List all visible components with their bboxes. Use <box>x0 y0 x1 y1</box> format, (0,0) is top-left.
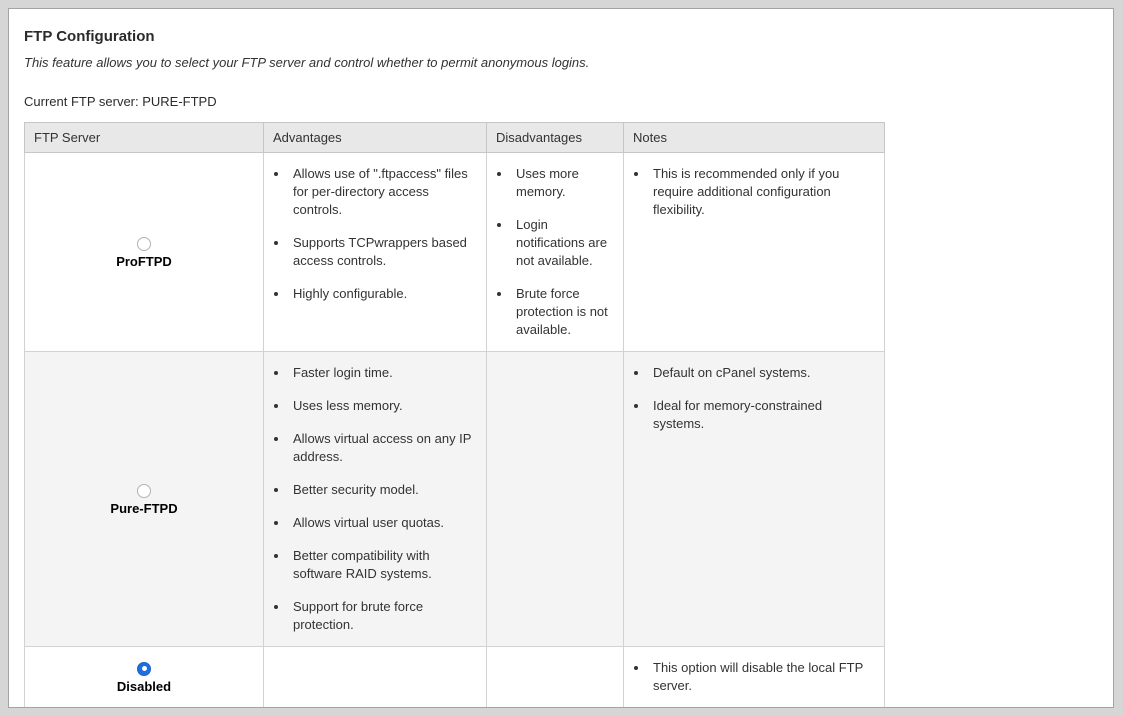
server-name-label[interactable]: Disabled <box>116 678 172 694</box>
notes-list <box>634 364 874 433</box>
radio-button-icon[interactable] <box>137 484 151 498</box>
column-header-notes: Notes <box>624 123 885 153</box>
list-item: • Default on cPanel systems. <box>649 364 874 382</box>
list-item: • Ideal for memory-constrained systems. <box>649 397 874 433</box>
list-item: • Allows virtual user quotas. <box>289 514 476 532</box>
list-item: • Support for brute force protection. <box>289 598 476 634</box>
list-item: • This is recommended only if you require additional configuration flexibility. <box>649 165 874 219</box>
list-item: • Brute force protection is not available. <box>512 285 613 339</box>
list-item: • Highly configurable. <box>289 285 476 303</box>
ftp-configuration-panel <box>8 8 1114 708</box>
ftp-server-comparison-table <box>24 122 885 708</box>
column-header-advantages: Advantages <box>264 123 487 153</box>
pure-ftpd-radio-option[interactable] <box>110 482 177 516</box>
notes-cell-pure-ftpd <box>624 352 885 647</box>
panel-content <box>9 9 1113 708</box>
list-item: • Login notifications are not available. <box>512 216 613 270</box>
list-item: • Supports TCPwrappers based access controls. <box>289 234 476 270</box>
table-row-pure-ftpd <box>25 352 885 647</box>
list-item: • Faster login time. <box>289 364 476 382</box>
table-row-disabled <box>25 647 885 708</box>
list-item: • Allows virtual access on any IP address. <box>289 430 476 466</box>
list-item: • Allows use of ".ftpaccess" files for per-directory access controls. <box>289 165 476 219</box>
disadvantages-cell-proftpd <box>487 153 624 352</box>
notes-list <box>634 165 874 219</box>
disadvantages-cell-pure-ftpd <box>487 352 624 647</box>
server-name-label[interactable]: Pure-FTPD <box>110 500 178 516</box>
current-ftp-server-text: Current FTP server: PURE-FTPD <box>24 94 217 109</box>
proftpd-radio-option[interactable] <box>116 235 172 269</box>
advantages-list <box>274 364 476 634</box>
server-cell-proftpd <box>25 153 264 352</box>
notes-list <box>634 659 874 695</box>
disadvantages-cell-disabled <box>487 647 624 708</box>
list-item: • Uses more memory. <box>512 165 613 201</box>
advantages-cell-pure-ftpd <box>264 352 487 647</box>
page-title: FTP Configuration <box>24 28 155 45</box>
list-item: • This option will disable the local FTP server. <box>649 659 874 695</box>
notes-cell-disabled <box>624 647 885 708</box>
table-header-row <box>25 123 885 153</box>
advantages-cell-disabled <box>264 647 487 708</box>
table-row-proftpd <box>25 153 885 352</box>
advantages-list <box>274 165 476 303</box>
server-name-label[interactable]: ProFTPD <box>116 253 172 269</box>
disabled-radio-option[interactable] <box>117 660 171 694</box>
column-header-disadvantages: Disadvantages <box>487 123 624 153</box>
list-item: • Better security model. <box>289 481 476 499</box>
notes-cell-proftpd <box>624 153 885 352</box>
column-header-ftp-server: FTP Server <box>25 123 264 153</box>
radio-button-icon[interactable] <box>137 237 151 251</box>
list-item: • Better compatibility with software RAID systems. <box>289 547 476 583</box>
radio-button-icon[interactable] <box>137 662 151 676</box>
advantages-cell-proftpd <box>264 153 487 352</box>
disadvantages-list <box>497 165 613 339</box>
list-item: • Uses less memory. <box>289 397 476 415</box>
server-cell-pure-ftpd <box>25 352 264 647</box>
server-cell-disabled <box>25 647 264 708</box>
page-subtitle: This feature allows you to select your FTP server and control whether to permit anonymous logins. <box>24 55 590 70</box>
